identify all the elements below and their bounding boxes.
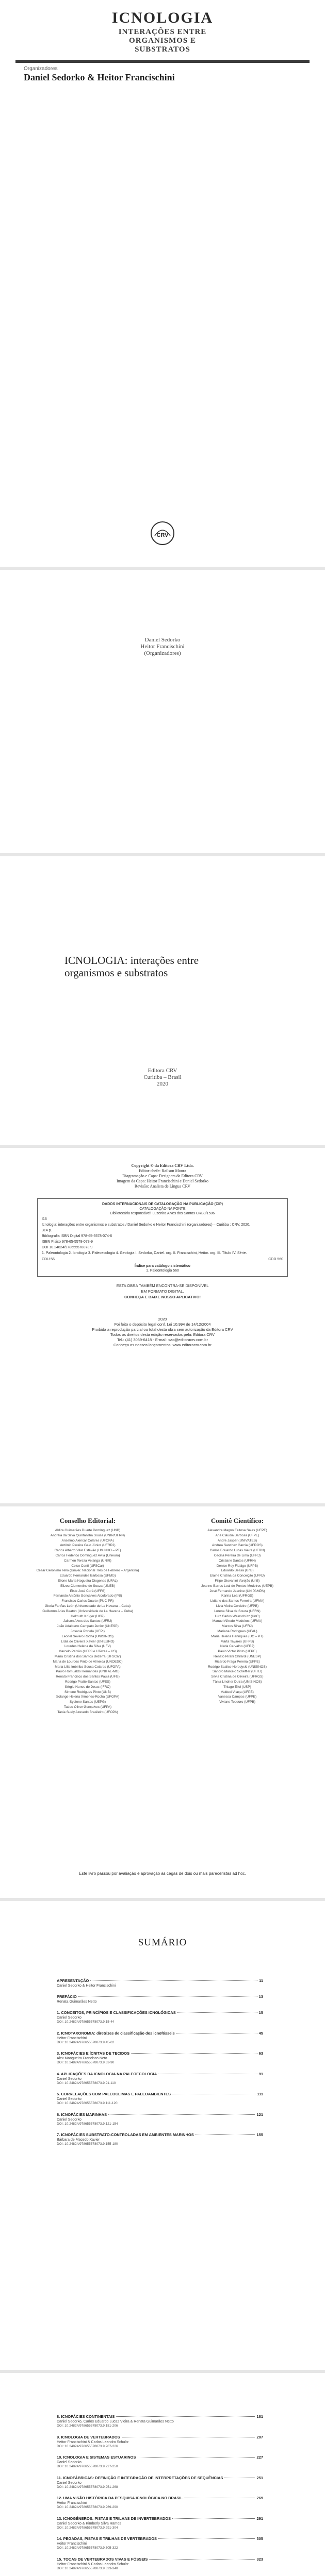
toc-entry-title: 3. ICNOFÁCIES E ÍCNITAS DE TECIDOS (57, 2051, 130, 2056)
toc-dot-leader (108, 2114, 255, 2115)
board-member: Elaine Cristina da Conceição (UFRJ) (209, 1574, 265, 1578)
toc-entry[interactable] (57, 2536, 263, 2551)
toc-entry-page: 91 (258, 2071, 263, 2076)
toc-entry-authors: Heitor Francischini & Carlos Leandro Schultz (57, 2562, 129, 2566)
board-member: Carlos Alberto Vilar Estêvão (UMINHO – PT) (54, 1549, 121, 1553)
toc-entry-doi[interactable]: DOI: 10.24824/978655578073.9.63-90 (57, 2061, 115, 2064)
cover-subtitle (0, 28, 325, 54)
toc-dot-leader (78, 1996, 257, 1997)
toc-entry-page: 227 (256, 2455, 263, 2460)
cip-cdu: CDU 56 (42, 1258, 55, 1261)
toc-entry-authors: Heitor Francischini & Carlos Leandro Schultz (57, 2440, 129, 2444)
cip-title: DADOS INTERNACIONAIS DE CATALOGAÇÃO NA PUBLICAÇÃO (CIP) (102, 1202, 223, 1206)
toc-entry-title: 8. ICNOFÁCIES CONTINENTAIS (57, 2414, 115, 2419)
board-member: Cecília Pereira de Lima (UFRJ) (214, 1553, 261, 1557)
toc-entry-line (57, 2496, 263, 2501)
board-member: Simone Rodrigues Pinto (UNB) (64, 1690, 111, 1694)
board-member: Sandro Marcelo Scheffler (UFRJ) (213, 1670, 262, 1674)
credit-line: Revisão: Analista de Língua CRV (134, 1184, 191, 1189)
toc-entry-doi[interactable]: DOI: 10.24824/978655578073.9.155-180 (57, 2142, 118, 2146)
summary-page-2 (0, 2373, 325, 2576)
publication-year: 2020 (157, 1081, 168, 1087)
toc-entry-page: 305 (256, 2536, 263, 2541)
toc-entry-doi[interactable]: DOI: 10.24824/978655578073.9.269-290 (57, 2505, 118, 2509)
toc-list (57, 2414, 263, 2576)
toc-entry-authors: Alex Mangueira Francisco Neto (57, 2057, 107, 2060)
toc-entry-line (57, 2010, 263, 2015)
toc-entry-line (57, 2051, 263, 2056)
toc-entry-line (57, 2031, 263, 2036)
board-member: Narla Carvalho (UFRJ) (220, 1645, 255, 1649)
legal-notice (37, 1317, 288, 1348)
cip-librarian: Bibliotecária responsável: Luzenira Alves dos Santos CRB9/1506 (110, 1212, 215, 1215)
publisher-logo (150, 520, 175, 546)
toc-entry-page: 63 (258, 2051, 263, 2056)
toc-entry-line (57, 2132, 263, 2138)
scientific-committee (170, 1517, 304, 1705)
board-member: Lidiane dos Santos Ferreira (UFMA) (210, 1599, 265, 1603)
toc-dot-leader (149, 2559, 255, 2560)
board-member: Andrea Sanchez Garcia (UFRGS) (212, 1544, 263, 1548)
toc-entry-authors: Daniel Sedorko (57, 2097, 82, 2101)
toc-entry-title: APRESENTAÇÃO (57, 1978, 89, 1983)
half-title-page (0, 570, 325, 853)
cip-isbn-physical: ISBN Físico 978-65-5578-073-9 (42, 1240, 93, 1244)
toc-dot-leader (116, 2416, 255, 2417)
half-title-line: (Organizadores) (144, 650, 181, 656)
half-title-organizers (0, 637, 325, 657)
toc-entry-page: 121 (256, 2112, 263, 2117)
toc-entry[interactable] (57, 2476, 263, 2490)
digital-edition-note (37, 1283, 288, 1300)
half-title-line: Heitor Francischini (140, 643, 185, 650)
board-member: Thiago Eliel (USP) (223, 1685, 251, 1689)
toc-entry-doi[interactable]: DOI: 10.24824/978655578073.9.45-62 (57, 2040, 115, 2044)
toc-entry-authors: Heitor Francischini (57, 2501, 87, 2505)
cip-index: 1. Paleontologia 560 (146, 1269, 179, 1273)
board-member: Cesar Gerónimo Tello (Univer. Nacional Três de Febrero – Argentina) (36, 1569, 139, 1573)
toc-entry-line (57, 2092, 263, 2097)
cip-classification (42, 1257, 283, 1262)
board-member: Ricardo Fraga Pereira (UFPE) (215, 1659, 260, 1664)
book-title-line: organismos e substratos (64, 967, 168, 979)
toc-entry-title: 13. ICNOGÊNEROS: PISTAS E TRILHAS DE INVERTEBRADOS (57, 2516, 171, 2521)
toc-entry-doi[interactable]: DOI: 10.24824/978655578073.9.251-268 (57, 2485, 118, 2489)
board-member: José Fernando Jeanine (UNIPAMPA) (209, 1589, 265, 1593)
board-member: Manuel Alfredo Medeiros (UFMA) (212, 1619, 263, 1623)
board-member: Marta Tavares (UFPB) (220, 1639, 254, 1643)
toc-entry-title: 5. CORRELAÇÕES COM PALEOCLIMAS E PALEOAMBIENTES (57, 2092, 171, 2096)
board-member: Carlos Eduardo Lucas Vieira (UFRN) (209, 1549, 265, 1553)
board-member: Leonel Severo Rocha (UNISINOS) (61, 1634, 114, 1638)
board-member: Lourdes Helena da Silva (UFV) (64, 1645, 111, 1649)
toc-entry-doi[interactable]: DOI: 10.24824/978655578073.9.291-304 (57, 2526, 118, 2530)
board-member: Maria Cristina dos Santos Bezerra (UFSCar) (54, 1654, 121, 1658)
cip-code: I16 (42, 1217, 47, 1221)
board-member: Fernando Antônio Gonçalves Alcoforado (IPB) (53, 1594, 122, 1598)
board-member: Lídia de Oliveira Xavier (UNIEURO) (61, 1639, 115, 1643)
board-member: Renato Pirani Ghilardi (UNESP) (213, 1654, 262, 1658)
board-member: Lorena Silva de Souza (UFRN) (214, 1609, 261, 1613)
toc-entry[interactable] (57, 2112, 263, 2127)
summary-heading: SUMÁRIO (138, 1937, 187, 1948)
board-member: Alexandre Magno Feitosa Sales (UFPE) (207, 1529, 267, 1532)
toc-entry-line (57, 2414, 263, 2419)
toc-entry-page: 45 (258, 2030, 263, 2036)
toc-entry-title: PREFÁCIO (57, 1994, 77, 1999)
peer-review-note: Este livro passou por avaliação e aprovação às cegas de dois ou mais pareceristas ad hoc. (79, 1871, 246, 1876)
toc-entry[interactable] (57, 2516, 263, 2531)
toc-entry-authors: Daniel Sedorko & Kimberly Silva Ramos (57, 2521, 121, 2526)
toc-entry-line (57, 2516, 263, 2521)
toc-entry-authors: Daniel Sedorko, Carlos Eduardo Lucas Vieira & Renata Guimarães Netto (57, 2420, 174, 2424)
toc-dot-leader (90, 1980, 257, 1981)
toc-entry-line (57, 1994, 263, 1999)
scientific-committee-list (170, 1528, 304, 1705)
toc-entry-line (57, 2557, 263, 2562)
toc-entry-title: 12. UMA VISÃO HISTÓRICA DA PESQUISA ICNOLÓGICA NO BRASIL (57, 2496, 183, 2500)
board-member: Renato Francisco dos Santos Paula (UFG) (56, 1675, 120, 1679)
note-line: ESTA OBRA TAMBÉM ENCONTRA-SE DISPONÍVEL (116, 1283, 209, 1288)
toc-entry-page: 291 (256, 2516, 263, 2521)
board-member: Luiz Carlos Weinschütz (UnC) (215, 1614, 260, 1618)
board-member: Denise Rey Fidalgo (UFPB) (216, 1564, 258, 1568)
board-member: Maria Lília Imbiriba Sousa Colares (UFOPA) (55, 1665, 121, 1669)
publisher-logo-text: CRV (156, 532, 169, 538)
toc-entry-doi[interactable]: DOI: 10.24824/978655578073.9.305-322 (57, 2546, 118, 2550)
toc-list (57, 1978, 263, 2153)
board-member: Tania Suely Azevedo Brasileiro (UFOPA) (57, 1710, 118, 1714)
publisher-city: Curitiba – Brasil (143, 1074, 182, 1080)
toc-dot-leader (196, 2134, 255, 2135)
board-member: Solange Helena Ximenes-Rocha (UFOPA) (56, 1695, 120, 1699)
toc-entry-line (57, 2435, 263, 2440)
board-member: Carlos Federico Dominguez Avila (Unieuro) (55, 1553, 120, 1557)
toc-entry-page: 111 (257, 2092, 263, 2096)
board-member: Marcelo Paixão (UFRJ e UTexas – US) (58, 1650, 117, 1654)
toc-entry-authors: Daniel Sedorko (57, 2481, 82, 2485)
toc-entry-doi[interactable]: DOI: 10.24824/978655578073.9.15-44 (57, 2020, 115, 2024)
toc-entry-page: 13 (258, 1994, 263, 1999)
credit-line: Imagem da Capa: Heitor Francischini e Daniel Sedorko (117, 1179, 208, 1183)
publisher-name: Editora CRV (148, 1067, 177, 1074)
editorial-council-title: Conselho Editorial: (59, 1517, 116, 1524)
toc-entry[interactable] (57, 2557, 263, 2571)
board-member: Guillermo Arias Beatón (Universidade de La Havana – Cuba) (42, 1609, 133, 1613)
toc-entry-authors: Heitor Francischini (57, 2542, 87, 2546)
board-member: Tadeu Oliver Gonçalves (UFPA) (64, 1705, 111, 1709)
board-member: Rodrigo Pratte-Santos (UFES) (65, 1680, 110, 1684)
board-member: Celso Conti (UFSCar) (71, 1564, 104, 1568)
board-member: Vanessa Campos (UFPE) (218, 1695, 257, 1699)
toc-entry-line (57, 2476, 263, 2481)
cip-catalog-card (37, 1198, 288, 1277)
board-member: Cristiane Santos (UFRN) (219, 1558, 256, 1563)
half-title-line: Daniel Sedorko (144, 637, 181, 643)
toc-entry-title: 4. APLICAÇÕES DA ICNOLOGIA NA PALEOECOLOGIA (57, 2071, 157, 2076)
toc-entry-doi[interactable]: DOI: 10.24824/978655578073.9.181-206 (57, 2424, 118, 2428)
board-member: Gloria Fariñas León (Universidade de La Havana – Cuba) (44, 1604, 131, 1608)
board-member: Eduardo Fernandes Barbosa (UFMG) (59, 1574, 116, 1578)
toc-entry-authors: Renata Guimarães Netto (57, 2000, 97, 2004)
board-member: Antônio Pereira Gaio Júnior (UFRRJ) (60, 1544, 116, 1548)
board-member: Carmen Tereza Velanga (UNIR) (64, 1558, 111, 1563)
toc-entry-title: 10. ICNOLOGIA E SISTEMAS ESTUARINOS (57, 2455, 136, 2460)
board-member: Jailson Alves dos Santos (UFRJ) (63, 1619, 112, 1623)
board-member: Silvia Cristina de Oliveira (UFRGS) (211, 1675, 264, 1679)
legal-line: 2020 (158, 1317, 167, 1321)
toc-entry-page: 207 (256, 2434, 263, 2439)
cip-subjects: 1. Paleontologia 2. Icnologia 3. Paleoecologia 4. Geologia I. Sedorko, Daniel. org. II. Francischini, Heitor. org. III. Título IV. Série. (42, 1251, 247, 1255)
toc-entry-doi[interactable]: DOI: 10.24824/978655578073.9.111-120 (57, 2102, 118, 2105)
toc-entry-authors: Daniel Sedorko (57, 2461, 82, 2464)
board-member: Elione Maria Nogueira Diogenes (UFAL) (58, 1579, 118, 1583)
board-member: Maria Helena Henriques (UC – PT) (211, 1634, 264, 1638)
board-member: Filipe Giovanini Varejão (UnB) (215, 1579, 260, 1583)
toc-entry[interactable] (57, 2435, 263, 2449)
cip-subtitle: CATALOGAÇÃO NA FONTE (139, 1207, 186, 1211)
toc-entry-line (57, 2455, 263, 2460)
cover-title: ICNOLOGIA (111, 9, 214, 26)
toc-entry-page: 251 (256, 2475, 263, 2480)
cip-pages: 314 p. (42, 1229, 52, 1232)
toc-entry-doi[interactable]: DOI: 10.24824/978655578073.9.121-154 (57, 2122, 118, 2126)
toc-dot-leader (131, 2053, 257, 2054)
toc-dot-leader (158, 2538, 255, 2539)
credit-line: Copyright © da Editora CRV Ltda. (131, 1163, 194, 1168)
toc-entry[interactable] (57, 2031, 263, 2045)
board-member: Josania Portela (UFPI) (71, 1629, 105, 1633)
toc-entry-authors: Heitor Francischini (57, 2036, 87, 2040)
editorial-council-list (21, 1528, 155, 1715)
toc-entry[interactable] (57, 1978, 263, 1988)
toc-entry-authors: Daniel Sedorko (57, 2117, 82, 2122)
toc-entry-title: 11. ICNOFÁBRICAS: DEFINIÇÃO E INTEGRAÇÃO DE INTERPRETAÇÕES DE SEQUÊNCIAS (57, 2475, 223, 2480)
cover-organizers-label: Organizadores (24, 66, 58, 72)
cip-index-title: Índice para catálogo sistemático (134, 1264, 191, 1268)
toc-entry[interactable] (57, 1994, 263, 2004)
toc-entry-page: 155 (256, 2132, 263, 2137)
toc-entry-authors: Daniel Sedorko (57, 2016, 82, 2020)
toc-entry-doi[interactable]: DOI: 10.24824/978655578073.9.91-110 (57, 2081, 116, 2085)
toc-entry-page: 11 (259, 1978, 263, 1983)
toc-entry-line (57, 1978, 263, 1984)
board-member: Anselmo Alencar Colares (UFOPA) (61, 1538, 114, 1543)
toc-entry-authors: Daniel Sedorko (57, 2077, 82, 2081)
board-member: Eduardo Bessa (UnB) (221, 1569, 254, 1573)
legal-line: Conheça os nossos lançamentos: www.editoracrv.com.br (113, 1343, 212, 1347)
board-member: Sérgio Nunes de Jesus (IFRO) (64, 1685, 111, 1689)
board-member: Rodrigo Scalise Horodyski (UNISINOS) (208, 1665, 267, 1669)
toc-entry-line (57, 2536, 263, 2541)
toc-entry-page: 323 (256, 2556, 263, 2562)
editorial-board-page (0, 1506, 325, 1898)
board-member: Karina Leal (UFRGS) (221, 1594, 253, 1598)
copyright-page (0, 1148, 325, 1503)
board-member: Lívia Vieira Cordeiro (UFPB) (216, 1604, 259, 1608)
toc-entry-line (57, 2072, 263, 2077)
book-title-line: ICNOLOGIA: interações entre (64, 954, 199, 967)
board-member: Viviane Teodoro (UFPB) (219, 1700, 255, 1704)
summary-page-1 (0, 1901, 325, 2370)
toc-entry-doi[interactable]: DOI: 10.24824/978655578073.9.323-340 (57, 2566, 118, 2570)
toc-entry[interactable] (57, 2455, 263, 2469)
toc-dot-leader (177, 2012, 257, 2013)
toc-entry-doi[interactable]: DOI: 10.24824/978655578073.9.207-226 (57, 2444, 118, 2448)
toc-entry-title: 15. TOCAS DE VERTEBRADOS VIVAS E FÓSSEIS (57, 2556, 148, 2562)
board-member: Elizeu Clementino de Souza (UNEB) (60, 1584, 115, 1588)
toc-entry-title: 9. ICNOLOGIA DE VERTEBRADOS (57, 2434, 120, 2439)
toc-entry[interactable] (57, 2010, 263, 2025)
legal-line: Proibida a reprodução parcial ou total desta obra sem autorização da Editora CRV (92, 1327, 233, 1332)
copyright-credits (41, 1163, 284, 1189)
toc-entry-title: 14. PEGADAS, PISTAS E TRILHAS DE VERTEBRADOS (57, 2536, 157, 2541)
toc-entry-page: 181 (256, 2414, 263, 2419)
toc-entry-line (57, 2112, 263, 2117)
board-member: Ana Cláudia Barbosa (UFPE) (215, 1533, 259, 1537)
cover-subtitle-line: INTERAÇÕES ENTRE (118, 28, 207, 36)
title-page (0, 856, 325, 1145)
board-member: Jeanne Barros Leal de Pontes Medeiros (UEPB) (201, 1584, 273, 1588)
toc-entry[interactable] (57, 2051, 263, 2065)
toc-entry-authors: Daniel Sedorko & Heitor Francischini (57, 1984, 116, 1988)
cover-subtitle-line: ORGANISMOS E (129, 37, 196, 45)
toc-dot-leader (172, 2518, 255, 2519)
legal-line: Foi feito o depósito legal conf. Lei 10.994 de 14/12/2004 (114, 1322, 211, 1327)
legal-line: Todos os direitos desta edição reservados pela: Editora CRV (110, 1332, 215, 1337)
toc-entry-doi[interactable]: DOI: 10.24824/978655578073.9.227-250 (57, 2465, 118, 2468)
cover-organizers: Daniel Sedorko & Heitor Francischini (24, 72, 175, 82)
credit-line: Diagramação e Capa: Designers da Editora CRV (122, 1174, 203, 1178)
book-title (64, 954, 199, 979)
cover-page (0, 0, 325, 567)
board-member: Paulo Romualdo Hernandes (UNIFAL-MG) (56, 1670, 120, 1674)
toc-entry[interactable] (57, 2414, 263, 2429)
cover-subtitle-line: SUBSTRATOS (135, 45, 190, 54)
board-member: Marcos Silva (UFRJ) (222, 1624, 253, 1629)
toc-entry-title: 1. CONCEITOS, PRINCÍPIOS E CLASSIFICAÇÕES ICNOLÓGICAS (57, 2010, 176, 2015)
cip-entry: Icnologia: interações entre organismos e substratos / Daniel Sedorko e Heitor Francischini (organizadores) – Curitiba : CRV, 2020. (42, 1223, 250, 1227)
board-member: Maria de Lourdes Pinto de Almeida (UNOESC) (53, 1659, 123, 1664)
toc-entry-title: 2. ICNOTAXONOMIA: diretrizes de classificação dos icnofósseis (57, 2030, 175, 2036)
toc-entry[interactable] (57, 2072, 263, 2086)
board-member: Mariana Rodrigues (UFAL) (217, 1629, 257, 1633)
toc-entry[interactable] (57, 2496, 263, 2510)
board-member: Andre Jasper (UNIVATES) (217, 1538, 257, 1543)
toc-entry-page: 15 (258, 2010, 263, 2015)
scientific-committee-title: Comitê Científico: (210, 1517, 264, 1524)
credit-line: Editor-chefe: Railson Moura (139, 1168, 186, 1173)
cip-cdd: CDD 560 (268, 1258, 283, 1261)
board-member: Tânia Lindner Dutra (UNISINOS) (213, 1680, 262, 1684)
toc-entry-page: 269 (256, 2496, 263, 2500)
legal-line: Tel.: (41) 3039-6418 - E-mail: sac@editoracrv.com.br (117, 1337, 208, 1342)
publisher-block (0, 1067, 325, 1088)
board-member: Valdeci Vilaça (UFPE) (221, 1690, 254, 1694)
cip-doi: DOI 10.24824/978655578073.9 (42, 1246, 93, 1249)
board-member: Aldira Guimarães Duarte Domínguez (UNB) (55, 1529, 121, 1532)
board-member: Helmuth Krüger (UCP) (71, 1614, 105, 1618)
cip-isbn-digital: Bibliografia ISBN Digital 978-65-5578-074-6 (42, 1234, 112, 1238)
board-member: Francisco Carlos Duarte (PUC-PR) (61, 1599, 114, 1603)
toc-entry-authors: Bárbara de Macedo Xavier (57, 2138, 100, 2142)
board-member: Élsio José Corá (UFFS) (70, 1589, 106, 1593)
toc-entry[interactable] (57, 2092, 263, 2106)
toc-dot-leader (138, 2457, 255, 2458)
board-member: João Adalberto Campato Junior (UNESP) (57, 1624, 119, 1629)
note-line: EM FORMATO DIGITAL. (141, 1289, 184, 1294)
board-member: Andréia da Silva Quintanilha Sousa (UNIR/UFRN) (50, 1533, 125, 1537)
toc-entry-title: 7. ICNOFÁCIES SUBSTRATO-CONTROLADAS EM AMBIENTES MARINHOS (57, 2132, 194, 2137)
note-line: CONHEÇA E BAIXE NOSSO APLICATIVO! (124, 1295, 201, 1299)
board-member: Paulo Victor Pinto (UFPE) (218, 1650, 257, 1654)
toc-entry[interactable] (57, 2132, 263, 2147)
board-member: Sydione Santos (UEPG) (69, 1700, 106, 1704)
toc-entry-title: 6. ICNOFÁCIES MARINHAS (57, 2112, 107, 2117)
cover-rule (15, 60, 310, 63)
editorial-council (21, 1517, 155, 1715)
